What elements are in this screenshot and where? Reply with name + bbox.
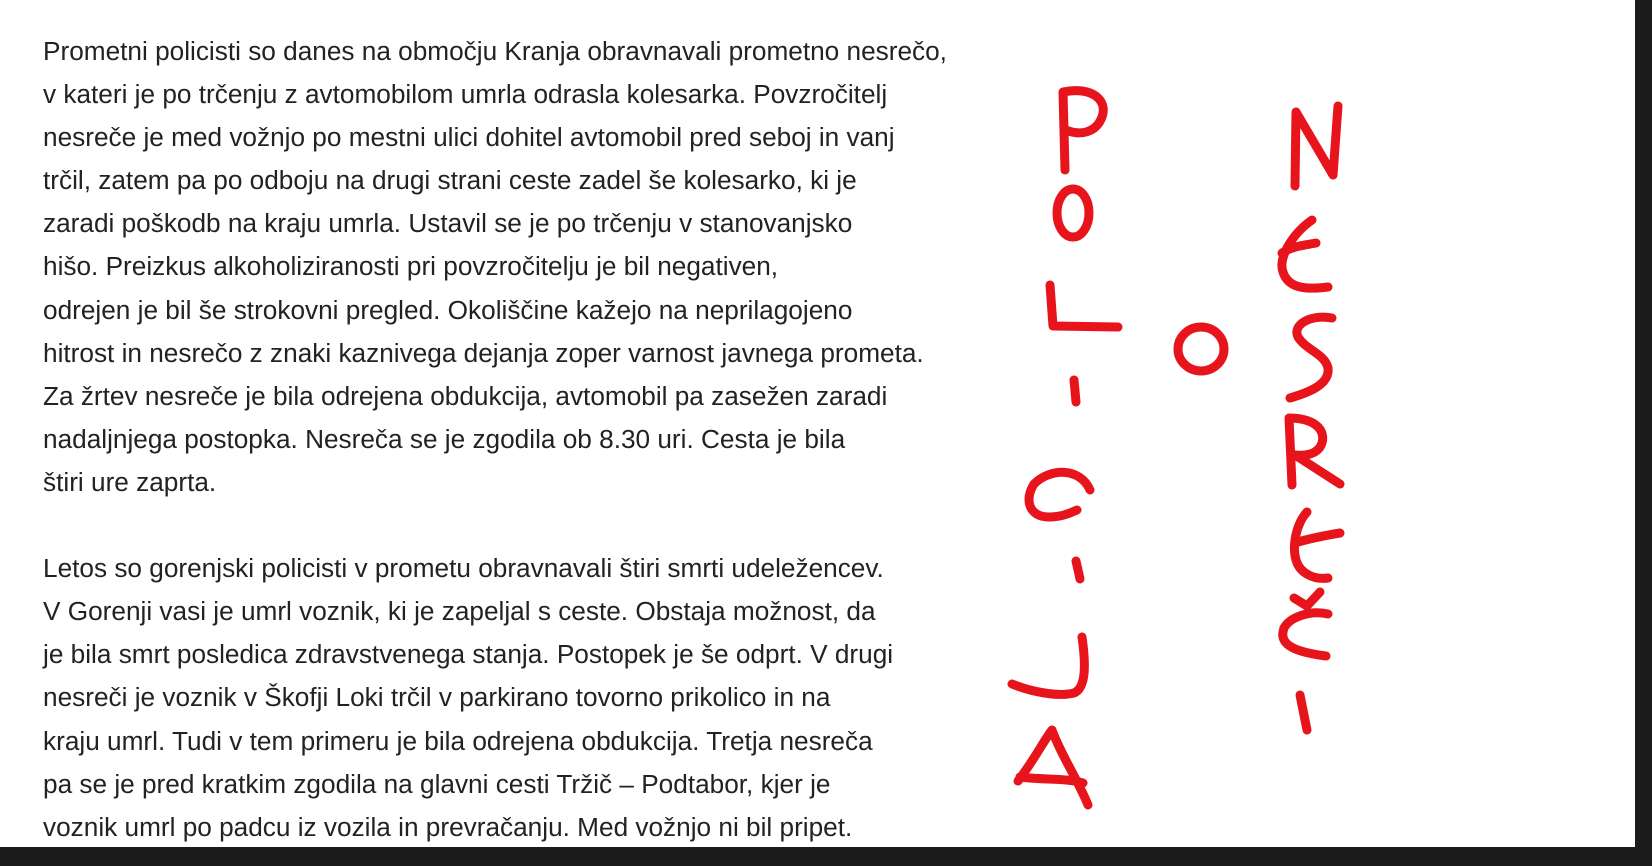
word-nesreci bbox=[1282, 106, 1340, 730]
bottom-edge-border bbox=[0, 847, 1652, 866]
letter-r bbox=[1289, 418, 1340, 485]
letter-o bbox=[1057, 189, 1089, 237]
paragraph-1 bbox=[43, 30, 1043, 504]
text-line: V Gorenji vasi je umrl voznik, ki je zapeljal s ceste. Obstaja možnost, da bbox=[43, 596, 876, 627]
text-line: kraju umrl. Tudi v tem primeru je bila odrejena obdukcija. Tretja nesreča bbox=[43, 725, 873, 756]
letter-s bbox=[1290, 317, 1332, 398]
text-line: nesreči je voznik v Škofji Loki trčil v parkirano tovorno prikolico in na bbox=[43, 682, 831, 713]
word-o bbox=[1178, 327, 1224, 371]
letter-e bbox=[1282, 220, 1328, 288]
text-line: hišo. Preizkus alkoholiziranosti pri povzročitelju je bil negativen, bbox=[43, 251, 779, 282]
text-line: odrejen je bil še strokovni pregled. Okoliščine kažejo na neprilagojeno bbox=[43, 294, 853, 325]
text-line: v kateri je po trčenju z avtomobilom umrla odrasla kolesarka. Povzročitelj bbox=[43, 79, 888, 110]
letter-p bbox=[1063, 91, 1103, 170]
text-line: Prometni policisti so danes na območju Kranja obravnavali prometno nesrečo, bbox=[43, 36, 947, 66]
letter-c bbox=[1283, 592, 1328, 656]
text-line: trčil, zatem pa po odboju na drugi strani ceste zadel še kolesarko, ki je bbox=[43, 165, 857, 196]
text-line: Letos so gorenjski policisti v prometu obravnavali štiri smrti udeležencev. bbox=[43, 553, 884, 584]
letter-o bbox=[1178, 327, 1224, 371]
text-line: je bila smrt posledica zdravstvenega stanja. Postopek je še odprt. V drugi bbox=[43, 639, 894, 670]
text-line: nadaljnjega postopka. Nesreča se je zgodila ob 8.30 uri. Cesta je bila bbox=[43, 423, 846, 454]
text-line: zaradi poškodb na kraju umrla. Ustavil se je po trčenju v stanovanjsko bbox=[43, 208, 853, 239]
letter-i bbox=[1076, 561, 1080, 579]
letter-l bbox=[1050, 285, 1118, 327]
text-line: hitrost in nesrečo z znaki kaznivega dejanja zoper varnost javnega prometa. bbox=[43, 337, 924, 368]
right-edge-border bbox=[1635, 0, 1652, 866]
text-line: nesreče je med vožnjo po mestni ulici dohitel avtomobil pred seboj in vanj bbox=[43, 122, 895, 153]
text-line: pa se je pred kratkim zgodila na glavni cesti Tržič – Podtabor, kjer je bbox=[43, 768, 831, 799]
text-line: štiri ure zaprta. bbox=[43, 466, 217, 497]
text-line: voznik umrl po padcu iz vozila in prevračanju. Med vožnjo ni bil pripet. bbox=[43, 811, 853, 842]
text-line: Za žrtev nesreče je bila odrejena obdukcija, avtomobil pa zasežen zaradi bbox=[43, 380, 888, 411]
letter-e bbox=[1294, 512, 1340, 578]
letter-n bbox=[1295, 106, 1338, 186]
paragraph-2 bbox=[43, 547, 1043, 849]
letter-i bbox=[1074, 380, 1076, 402]
letter-i bbox=[1300, 695, 1307, 730]
article-text bbox=[43, 30, 1043, 849]
